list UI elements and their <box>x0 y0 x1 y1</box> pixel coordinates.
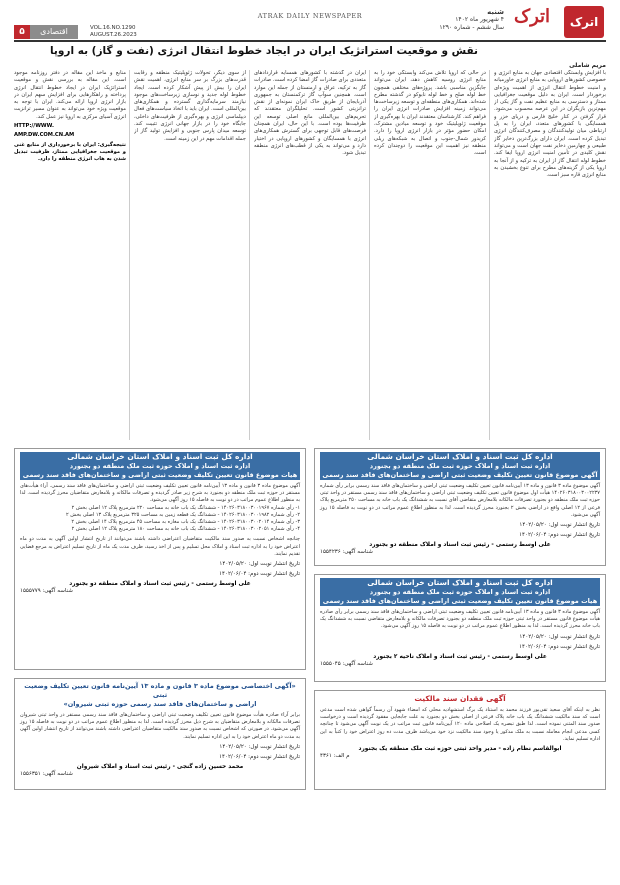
notice-id: شناسه آگهی: ۱۵۵۶۳۵۱ <box>20 770 73 777</box>
notice-id: م الف: ۴۳۶۱ <box>320 753 350 760</box>
column-divider <box>369 70 370 440</box>
notice-body: برابر آراء صادره هیأت موضوع قانون تعیین تکلیف وضعیت ثبتی اراضی و ساختمان‌های فاقد سند رسمی مستقر در واحد ثبتی شیروان تصرفات مالکانه و بلامعارض متقاضیان به شرح ذیل محرز گردیده است. لذا به منظور اطلاع عموم مراتب در دو نوبت به فاصله ۱۵ روز آگهی می‌شود. در صورتی که اشخاص نسبت به صدور سند مالکیت متقاضیان اعتراضی داشته باشند می‌توانند از تاریخ انتشار اولین آگهی به مدت دو ماه اعتراض خود را به این اداره تسلیم نمایند. <box>20 712 300 740</box>
page-number: ۵ <box>14 25 30 39</box>
article-column: با افزایش وابستگی اقتصادی جهان به منابع انرژی و خصوصی کشورهای اروپایی به منابع انرژی خاورمیانه و امنیت خطوط انتقال انرژی از اهمیت ویژه‌ای برخوردار است. ایران به دلیل موقعیت جغرافیایی ممتاز و دسترسی به منابع عظیم نفت و گاز یکی از مهم‌ترین بازیگران در این عرصه محسوب می‌شود. قرار گرفتن در کنار خلیج فارس و دریای خزر و همسایگی با کشورهای متعدد، ایران را به پل ارتباطی میان تولیدکنندگان و مصرف‌کنندگان انرژی تبدیل کرده است. ایران دارای بزرگ‌ترین ذخایر گاز طبیعی و چهارمین ذخایر نفت جهان است و می‌تواند نقش کلیدی در تأمین امنیت انرژی اروپا ایفا کند. خطوط لوله انتقال گاز از ایران به ترکیه و از آنجا به اروپا یکی از گزینه‌های مطرح برای تنوع بخشیدن به منابع انرژی قاره سبز است. <box>494 70 606 179</box>
publish-date-1: تاریخ انتشار نوبت اول: ۱۴۰۲/۰۵/۲۰ <box>519 633 600 640</box>
notice-subject: آگهی موضوع قانون تعیین تکلیف وضعیت ثبتی اراضی و ساختمان‌های فاقد سند رسمی <box>322 471 598 479</box>
notice-body: آگهی موضوع ماده ۳ قانون و ماده ۱۳ آیین‌نامه قانون تعیین تکلیف وضعیت ثبتی اراضی و ساختمان‌های فاقد سند رسمی. آراء هیأت‌های مستقر در حوزه ثبت ملک منطقه دو بجنورد به شرح زیر صادر گردیده و تصرفات مالکانه و بلامعارض متقاضیان محرز گردیده است. لذا به منظور اطلاع عموم مراتب در دو نوبت به فاصله ۱۵ روز آگهی می‌شود. <box>20 483 300 504</box>
source-link[interactable]: HTTP://WWW. <box>14 123 54 130</box>
notice-body: آگهی موضوع ماده ۳ قانون و ماده ۱۳ آیین‌نامه قانون تعیین تکلیف وضعیت ثبتی اراضی و ساختمان‌های فاقد سند رسمی برابر رأی صادره هیأت موضوع قانون مستقر در واحد ثبتی حوزه ثبت ملک منطقه دو بجنورد تصرفات مالکانه و بلامعارض متقاضی نسبت به ششدانگ یک باب خانه محرز گردیده است. لذا به منظور اطلاع عموم مراتب در دو نوبت به فاصله ۱۵ روز آگهی می‌شود. <box>320 609 600 630</box>
notice-signature: محمد حسین زاده گنجی - رئیس ثبت اسناد و املاک شیروان <box>76 763 244 770</box>
column-text: منابع و مآخذ این مقاله در دفتر روزنامه موجود است. این مقاله به بررسی نقش و موقعیت استراتژیک ایران در ایجاد خطوط انتقال انرژی پرداخته و راهکارهایی برای افزایش سهم ایران در بازار انرژی اروپا ارائه می‌کند. ایران با توجه به موقعیت ویژه خود می‌تواند به عنوان مسیر ترانزیت انرژی آسیای مرکزی به اروپا نیز عمل کند. <box>14 70 126 120</box>
notice-subtitle: اداره ثبت اسناد و املاک حوزه ثبت ملک منطقه دو بجنورد <box>69 462 251 470</box>
ruling-row: ۳- رأی شماره ۱۴۰۲۶۰۳۱۸۰۰۳۰۰۲۰۱۴ - ششدانگ یک باب مغازه به مساحت ۴۵ مترمربع پلاک ۱۴ اصلی بخش ۲ <box>71 519 300 526</box>
article-body <box>14 70 606 440</box>
publish-date-2: تاریخ انتشار نوبت دوم: ۱۴۰۲/۰۶/۰۴ <box>219 571 300 578</box>
issue-day: شنبه <box>487 8 504 16</box>
notice-header <box>20 682 300 709</box>
article-column: در حالی که اروپا تلاش می‌کند وابستگی خود را به منابع انرژی روسیه کاهش دهد، ایران می‌تواند جایگزین مناسبی باشد. پروژه‌های مختلفی همچون خط لوله صلح و خط لوله نابوکو در گذشته مطرح شده‌اند. همکاری‌های منطقه‌ای و توسعه زیرساخت‌ها می‌تواند زمینه افزایش صادرات انرژی ایران را فراهم کند. کارشناسان معتقدند ایران با بهره‌گیری از موقعیت ژئوپلیتیک خود و توسعه میادین مشترک، امکان حضور مؤثر در بازار انرژی اروپا را دارد. کریدور شمال-جنوب و اتصال به شبکه‌های ریلی منطقه نیز اهمیت این موقعیت را دوچندان کرده است. <box>374 70 486 157</box>
notice-signature: علی اوسط رستمی - رئیس ثبت اسناد و املاک منطقه دو بجنورد <box>69 581 251 588</box>
notice-title: اداره کل ثبت اسناد و املاک استان خراسان شمالی <box>67 452 253 461</box>
conclusion-text: نتیجه‌گیری: ایران با برخورداری از منابع غنی و موقعیت جغرافیایی ممتاز، ظرفیت تبدیل شدن به هاب انرژی منطقه را دارد. <box>14 141 126 163</box>
issue-extra: سال ششم - شماره ۱۲۹۰ <box>439 24 504 31</box>
registry-notice-1 <box>314 448 606 566</box>
shirvan-registry-notice <box>14 678 306 790</box>
notice-id: شناسه آگهی: ۱۵۵۴۲۳۶ <box>320 549 373 556</box>
article-column: ایران در گذشته با کشورهای همسایه قراردادهای متعددی برای صادرات گاز امضا کرده است. صادرات گاز به ترکیه، عراق و ارمنستان از جمله این موارد است. همچنین سوآپ گاز ترکمنستان به جمهوری آذربایجان از طریق خاک ایران نمونه‌ای از نقش ترانزیتی کشور است. تحلیلگران معتقدند که تحریم‌های بین‌المللی مانع اصلی توسعه این ظرفیت‌ها بوده است. با این حال، ایران همچنان فرصت‌های قابل توجهی برای گسترش همکاری‌های انرژی با همسایگان و کشورهای اروپایی در اختیار دارد و می‌تواند به یکی از قطب‌های انرژی منطقه تبدیل شود. <box>254 70 366 157</box>
article-byline: مریم شاملی <box>569 62 606 69</box>
notice-objection-text: چنانچه اشخاص نسبت به صدور سند مالکیت متقاضیان اعتراضی داشته باشند می‌توانند از تاریخ انتشار اولین آگهی به مدت دو ماه اعتراض خود را به اداره ثبت اسناد و املاک محل تسلیم و پس از اخذ رسید، ظرف مدت یک ماه از تاریخ تسلیم اعتراض به مرجع قضایی تقدیم نمایند. <box>20 536 300 557</box>
registry-notice-2 <box>14 448 306 670</box>
section-tab[interactable]: اقتصادی <box>30 25 78 39</box>
column-divider <box>489 70 490 440</box>
issue-date-fa: ۴ شهریور ماه ۱۴۰۲ <box>455 16 504 23</box>
notice-id: شناسه آگهی: ۱۵۵۵۰۴۵ <box>320 660 373 667</box>
ruling-row: ۱- رأی شماره ۱۴۰۲۶۰۳۱۸۰۰۳۰۰۱۹۶۷ - ششدانگ یک باب خانه به مساحت ۲۲۰ مترمربع پلاک ۱۲ اصلی بخش ۲ <box>71 504 300 511</box>
publish-date-1: تاریخ انتشار نوبت اول: ۱۴۰۲/۰۵/۲۰ <box>219 743 300 750</box>
article-column <box>14 70 126 440</box>
volume-block <box>90 25 152 39</box>
publish-date-1: تاریخ انتشار نوبت اول: ۱۴۰۲/۰۵/۲۰ <box>519 522 600 529</box>
column-divider <box>129 70 130 440</box>
notice-title: آگهی فقدان سند مالکیت <box>414 694 506 703</box>
notice-body: آگهی موضوع ماده ۳ قانون و ماده ۱۳ آیین‌نامه قانون تعیین تکلیف وضعیت ثبتی اراضی و ساختمان‌های فاقد سند رسمی برابر رأی شماره ۱۴۰۲۶۰۳۱۸۰۰۳۰۰۲۲۳۷ هیأت اول موضوع قانون تعیین تکلیف وضعیت ثبتی اراضی و ساختمان‌های فاقد سند رسمی مستقر در واحد ثبتی حوزه ثبت ملک منطقه دو بجنورد تصرفات مالکانه بلامعارض متقاضی آقای نسبت به ششدانگ یک باب خانه به مساحت ۲۵۰ مترمربع پلاک فرعی از ۱۲ اصلی واقع در اراضی بخش ۲ بجنورد محرز گردیده است. لذا به منظور اطلاع عموم مراتب در دو نوبت به فاصله ۱۵ روز آگهی می‌شود. <box>319 483 600 518</box>
notice-title: اداره کل ثبت اسناد و املاک استان خراسان شمالی <box>367 452 553 461</box>
notice-subject: هیات موضوع قانون تعیین تکلیف وضعیت ثبتی اراضی و ساختمان‌های فاقد سند رسمی <box>322 597 598 605</box>
publish-date-2: تاریخ انتشار نوبت دوم: ۱۴۰۲/۰۶/۰۴ <box>519 532 600 539</box>
ruling-row: ۴- رأی شماره ۱۴۰۲۶۰۳۱۸۰۰۳۰۰۲۰۵۱ - ششدانگ یک باب خانه به مساحت ۱۸۰ مترمربع پلاک ۱۲ اصلی بخش ۲ <box>71 526 300 533</box>
logo[interactable]: اترک <box>564 6 604 38</box>
notice-header <box>20 452 300 480</box>
publish-date-2: تاریخ انتشار نوبت دوم: ۱۴۰۲/۰۶/۰۴ <box>519 643 600 650</box>
notice-signature: علی اوسط رستمی - رئیس ثبت اسناد و املاک منطقه دو بجنورد <box>369 542 551 549</box>
notice-subtitle: اراضی و ساختمان‌های فاقد سند رسمی حوزه ثبتی شیروان» <box>63 700 257 708</box>
notice-title: «آگهی اختصاصی موضوع ماده ۳ قانون و ماده ۱۳ آیین‌نامه قانون تعیین تکلیف وضعیت ثبتی <box>24 682 296 699</box>
paper-name: ATRAK DAILY NEWSPAPER <box>257 12 363 20</box>
article-column: از سوی دیگر، تحولات ژئوپلیتیک منطقه و رقابت قدرت‌های بزرگ بر سر منابع انرژی، اهمیت نقش ایران را بیش از پیش آشکار کرده است. ایجاد خطوط لوله جدید و نوسازی زیرساخت‌های موجود نیازمند سرمایه‌گذاری گسترده و همکاری‌های بین‌المللی است. ایران باید با اتخاذ سیاست‌های فعال دیپلماسی انرژی و بهره‌گیری از ظرفیت‌های داخلی، جایگاه خود را در بازار جهانی انرژی تثبیت کند. توسعه میدان پارس جنوبی و افزایش تولید گاز از جمله اقدامات مهم در این زمینه است. <box>134 70 246 142</box>
registry-notice-3 <box>314 574 606 682</box>
ruling-row: ۲- رأی شماره ۱۴۰۲۶۰۳۱۸۰۰۳۰۰۱۹۸۲ - ششدانگ یک قطعه زمین به مساحت ۳۲۵ مترمربع پلاک ۱۳ اصلی بخش ۲ <box>65 511 300 518</box>
issue-date-en: AUGUST.26.2023 <box>90 32 137 38</box>
article-headline: نقش و موقعیت استراتژیک ایران در ایجاد خطوط انتقال انرژی (نفت و گاز) به اروپا <box>49 45 478 57</box>
lost-deed-notice <box>314 690 606 790</box>
notice-subtitle: اداره ثبت اسناد و املاک حوزه ثبت ملک منطقه دو بجنورد <box>369 588 551 596</box>
publish-date-1: تاریخ انتشار نوبت اول: ۱۴۰۲/۰۵/۲۰ <box>219 561 300 568</box>
notice-subject: هیات موضوع قانون تعیین تکلیف وضعیت ثبتی اراضی و ساختمان‌های فاقد سند رسمی <box>22 471 298 479</box>
notice-signature: ابوالقاسم نظام زاده - مدیر واحد ثبتی حوزه ثبت ملک منطقه یک بجنورد <box>358 746 562 753</box>
column-divider <box>249 70 250 440</box>
notice-header <box>320 694 600 704</box>
volume-number: VOL.16.NO.1290 <box>90 25 136 31</box>
source-link[interactable]: AMP.DW.COM.CN.AM <box>14 132 75 139</box>
notice-body: نظر به اینکه آقای سعید تقی‌پور فرزند محمد به استناد یک برگ استشهادیه محلی که امضاء شهود آن رسماً گواهی شده است مدعی است که سند مالکیت ششدانگ یک باب خانه پلاک فرعی از اصلی بخش دو بجنورد به علت جابجایی مفقود گردیده است و درخواست صدور سند المثنی نموده است. لذا طبق تبصره یک اصلاحی ماده ۱۲۰ آیین‌نامه قانون ثبت مراتب در یک نوبت آگهی می‌شود تا چنانچه کسی مدعی انجام معامله نسبت به ملک مذکور یا وجود سند مالکیت نزد خود می‌باشد ظرف مدت ده روز اعتراض خود را کتباً به این اداره تسلیم نماید. <box>320 707 601 742</box>
publish-date-2: تاریخ انتشار نوبت دوم: ۱۴۰۲/۰۶/۰۴ <box>219 753 300 760</box>
masthead <box>0 0 620 42</box>
notice-header <box>320 578 600 606</box>
notice-header <box>320 452 600 480</box>
notice-signature: علی اوسط رستمی - رئیس ثبت اسناد و املاک ناحیه ۲ بجنورد <box>373 653 547 660</box>
notice-title: اداره کل ثبت اسناد و املاک استان خراسان شمالی <box>367 578 553 587</box>
brand-name: اترک <box>513 6 551 27</box>
notice-id: شناسه آگهی: ۱۵۵۵۷۷۹ <box>20 588 73 595</box>
notice-subtitle: اداره ثبت اسناد و املاک حوزه ثبت ملک منطقه دو بجنورد <box>369 462 551 470</box>
